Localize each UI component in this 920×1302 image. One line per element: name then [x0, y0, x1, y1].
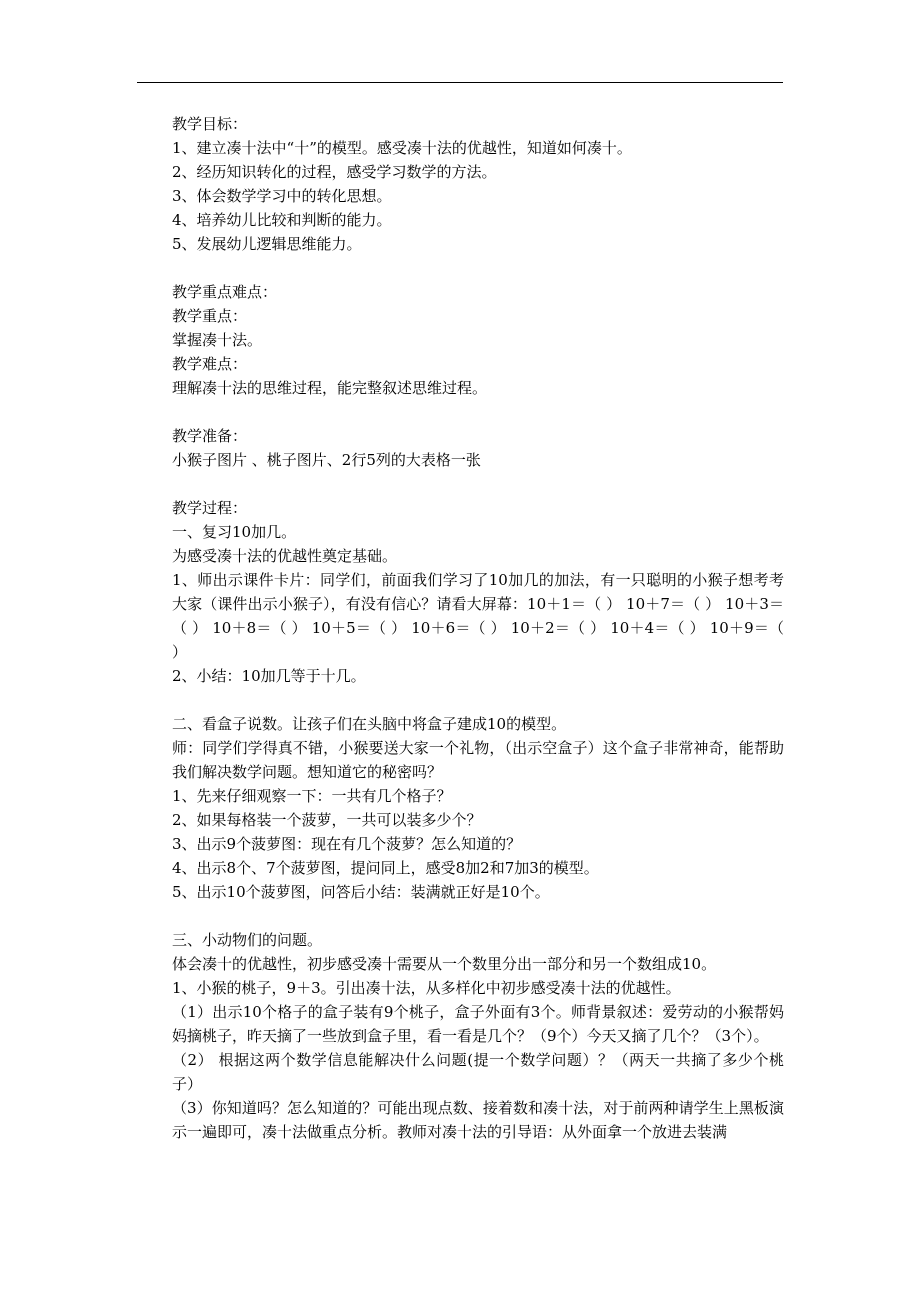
focus-text: 掌握凑十法。: [172, 331, 263, 349]
spacer: [172, 472, 784, 496]
section1-purpose: 为感受凑十法的优越性奠定基础。: [172, 547, 398, 565]
objective-item: 2、经历知识转化的过程，感受学习数学的方法。: [172, 163, 497, 181]
spacer: [172, 400, 784, 424]
section2-step: 4、出示8个、7个菠萝图，提问同上，感受8加2和7加3的模型。: [172, 859, 599, 877]
section3-purpose: 体会凑十的优越性，初步感受凑十需要从一个数里分出一部分和另一个数组成10。: [172, 955, 717, 973]
section1-title: 一、复习10加几。: [172, 523, 297, 541]
objective-item: 1、建立凑十法中“十”的模型。感受凑十法的优越性，知道如何凑十。: [172, 139, 632, 157]
header-rule: [137, 82, 783, 83]
spacer: [172, 904, 784, 928]
preparation-heading: 教学准备：: [172, 427, 248, 445]
section2-step: 3、出示9个菠萝图：现在有几个菠萝？怎么知道的？: [172, 835, 522, 853]
preparation-text: 小猴子图片 、桃子图片、2行5列的大表格一张: [172, 451, 481, 469]
section2-title: 二、看盒子说数。让孩子们在头脑中将盒子建成10的模型。: [172, 715, 567, 733]
section3-sub3: （3）你知道吗？怎么知道的？可能出现点数、接着数和凑十法，对于前两种请学生上黑板演示一遍即可，凑十法做重点分析。教师对凑十法的引导语：从外面拿一个放进去装满: [172, 1099, 784, 1141]
document-body: [172, 112, 789, 1144]
section3-sub2: （2） 根据这两个数学信息能解决什么问题(提一个数学问题）？（两天一共摘了多少个桃子）: [172, 1051, 784, 1093]
spacer: [172, 256, 784, 280]
section2-step: 1、先来仔细观察一下：一共有几个格子？: [172, 787, 452, 805]
section1-step2: 2、小结：10加几等于十几。: [172, 667, 366, 685]
key-points-heading: 教学重点难点：: [172, 283, 278, 301]
difficulty-label: 教学难点：: [172, 355, 248, 373]
section2-teacher: 师：同学们学得真不错，小猴要送大家一个礼物，（出示空盒子）这个盒子非常神奇，能帮助我们解决数学问题。想知道它的秘密吗？: [172, 739, 784, 781]
objective-item: 5、发展幼儿逻辑思维能力。: [172, 235, 362, 253]
objective-item: 3、体会数学学习中的转化思想。: [172, 187, 392, 205]
section3-sub1: （1）出示10个格子的盒子装有9个桃子，盒子外面有3个。师背景叙述：爱劳动的小猴帮妈妈摘桃子，昨天摘了一些放到盒子里，看一看是几个？（9个）今天又摘了几个？（3个）。: [172, 1003, 784, 1045]
process-heading: 教学过程：: [172, 499, 248, 517]
section2-step: 2、如果每格装一个菠萝，一共可以装多少个？: [172, 811, 482, 829]
spacer: [172, 688, 784, 712]
section2-step: 5、出示10个菠萝图，问答后小结：装满就正好是10个。: [172, 883, 550, 901]
section3-title: 三、小动物们的问题。: [172, 931, 323, 949]
section1-step1: 1、师出示课件卡片：同学们，前面我们学习了10加几的加法，有一只聪明的小猴子想考考大家（课件出示小猴子），有没有信心？请看大屏幕：10＋1＝（ ） 10＋7＝（ ） 10＋3＝（ ） 10＋8＝（ ） 10＋5＝（ ） 10＋6＝（ ） 10＋2＝（ ） 10＋4＝（ ） 10＋9＝（ ）: [172, 571, 789, 661]
difficulty-text: 理解凑十法的思维过程，能完整叙述思维过程。: [172, 379, 488, 397]
section3-step1: 1、小猴的桃子，9＋3。引出凑十法，从多样化中初步感受凑十法的优越性。: [172, 979, 681, 997]
objectives-heading: 教学目标：: [172, 115, 248, 133]
focus-label: 教学重点：: [172, 307, 248, 325]
objective-item: 4、培养幼儿比较和判断的能力。: [172, 211, 392, 229]
